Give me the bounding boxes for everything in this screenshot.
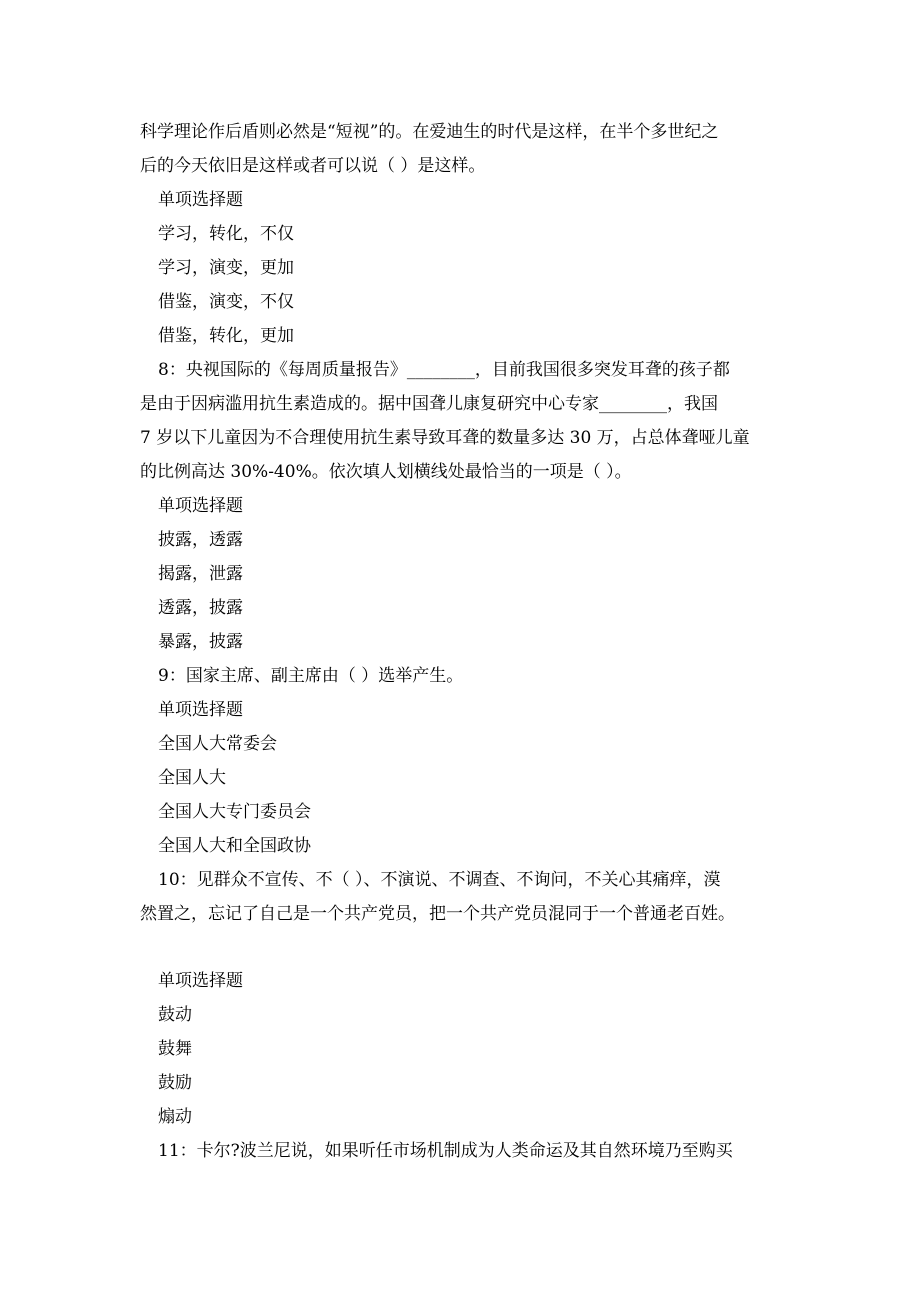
- question-7-type: 单项选择题: [158, 190, 243, 210]
- question-8-option-b: 揭露，泄露: [158, 564, 243, 584]
- question-10-text-line-2: 然置之，忘记了自己是一个共产党员，把一个共产党员混同于一个普通老百姓。: [140, 904, 735, 924]
- question-8-text-line-1: 8：央视国际的《每周质量报告》________，目前我国很多突发耳聋的孩子都: [158, 360, 730, 380]
- question-9-type: 单项选择题: [158, 700, 243, 720]
- question-9-text: 9：国家主席、副主席由（ ）选举产生。: [158, 666, 464, 686]
- question-10-option-a: 鼓动: [158, 1005, 192, 1025]
- question-10-option-d: 煽动: [158, 1107, 192, 1127]
- question-9-option-a: 全国人大常委会: [158, 734, 277, 754]
- question-10-option-c: 鼓励: [158, 1073, 192, 1093]
- question-8-text-line-4: 的比例高达 30%-40%。依次填人划横线处最恰当的一项是（ ）。: [140, 462, 632, 482]
- question-8-text-line-3: 7 岁以下儿童因为不合理使用抗生素导致耳聋的数量多达 30 万，占总体聋哑儿童: [140, 428, 750, 448]
- question-7-option-c: 借鉴，演变，不仅: [158, 292, 294, 312]
- question-8-option-d: 暴露，披露: [158, 632, 243, 652]
- question-10-text-line-1: 10：见群众不宣传、不（ ）、不演说、不调查、不询问，不关心其痛痒，漠: [158, 870, 721, 890]
- question-7-option-a: 学习，转化，不仅: [158, 224, 294, 244]
- question-8-option-a: 披露，透露: [158, 530, 243, 550]
- question-8-type: 单项选择题: [158, 496, 243, 516]
- question-8-text-line-2: 是由于因病滥用抗生素造成的。据中国聋儿康复研究中心专家________，我国: [140, 394, 718, 414]
- question-9-option-b: 全国人大: [158, 768, 226, 788]
- question-7-text-line-1: 科学理论作后盾则必然是“短视”的。在爱迪生的时代是这样，在半个多世纪之: [140, 122, 719, 142]
- question-10-type: 单项选择题: [158, 971, 243, 991]
- question-7-option-b: 学习，演变，更加: [158, 258, 294, 278]
- question-9-option-c: 全国人大专门委员会: [158, 802, 311, 822]
- question-9-option-d: 全国人大和全国政协: [158, 836, 311, 856]
- question-10-option-b: 鼓舞: [158, 1039, 192, 1059]
- question-7-option-d: 借鉴，转化，更加: [158, 326, 294, 346]
- question-11-text-line-1: 11：卡尔?波兰尼说，如果听任市场机制成为人类命运及其自然环境乃至购买: [158, 1141, 733, 1161]
- question-7-text-line-2: 后的今天依旧是这样或者可以说（ ）是这样。: [140, 156, 486, 176]
- question-8-option-c: 透露，披露: [158, 598, 243, 618]
